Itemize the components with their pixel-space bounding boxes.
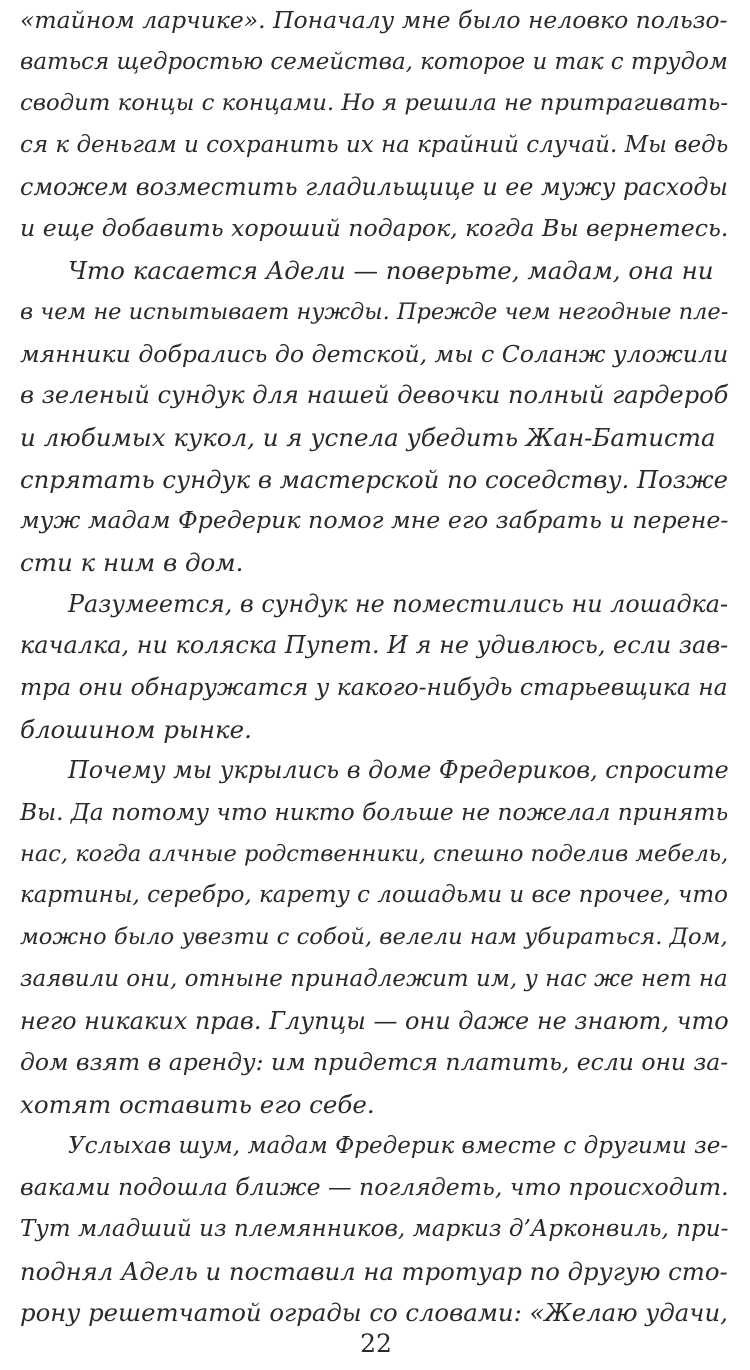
text-line: в чем не испытывает нужды. Прежде чем негодные пле- [20,298,729,325]
text-line: Разумеется, в сундук не поместились ни лошадка- [68,589,729,618]
text-line: картины, серебро, карету с лошадьми и все прочее, что [20,882,728,909]
text-line: тра они обнаружатся у какого-нибудь старьевщика на [20,673,728,701]
text-line: мянники добрались до детской, мы с Соланж уложили [20,339,729,368]
text-line: него никаких прав. Глупцы — они даже не знают, что [20,1006,729,1035]
text-line: Услыхав шум, мадам Фредерик вместе с другими зе- [68,1132,729,1159]
text-line: и еще добавить хороший подарок, когда Вы вернетесь. [20,214,729,243]
text-line: дом взят в аренду: им придется платить, если они за- [20,1048,729,1077]
text-line: блошином рынке. [20,714,252,744]
text-line: в зеленый сундук для нашей девочки полный гардероб [20,381,729,410]
text-line: сможем возместить гладильщице и ее мужу расходы [20,172,728,201]
text-line: заявили они, отныне принадлежит им, у нас же нет на [20,965,728,992]
text-line: хотят оставить его себе. [20,1089,375,1119]
page-number: 22 [360,1329,392,1358]
text-line: нас, когда алчные родственники, спешно поделив мебель, [20,840,729,867]
text-line: ваться щедростью семейства, которое и так с трудом [20,48,728,75]
text-line: сти к ним в дом. [20,547,244,577]
text-line: Вы. Да потому что никто больше не пожелал принять [20,799,729,827]
text-line: спрятать сундук в мастерской по соседству. Позже [20,464,729,494]
text-line: Почему мы укрылись в доме Фредериков, спросите [68,756,729,785]
text-line: «тайном ларчике». Поначалу мне было неловко пользо- [20,6,728,34]
text-line: Тут младший из племянников, маркиз д’Арконвиль, при- [20,1215,729,1242]
text-line: качалка, ни коляска Пупет. И я не удивлюсь, если зав- [20,631,729,660]
text-line: ваками подошла ближе — поглядеть, что происходит. [20,1173,729,1202]
book-page [20,0,732,1370]
text-line: муж мадам Фредерик помог мне его забрать и перене- [20,506,729,535]
text-line: ся к деньгам и сохранить их на крайний случай. Мы ведь [20,132,729,159]
text-line: можно было увезти с собой, велели нам убираться. Дом, [20,924,728,951]
body-text [20,0,732,1334]
text-line: Что касается Адели — поверьте, мадам, она ни [68,256,714,286]
text-line: поднял Адель и поставил на тротуар по другую сто- [20,1256,728,1286]
text-line: рону решетчатой ограды со словами: «Желаю удачи, [20,1298,728,1328]
text-line: сводит концы с концами. Но я решила не притрагивать- [20,90,729,117]
text-line: и любимых кукол, и я успела убедить Жан-Батиста [20,422,716,452]
